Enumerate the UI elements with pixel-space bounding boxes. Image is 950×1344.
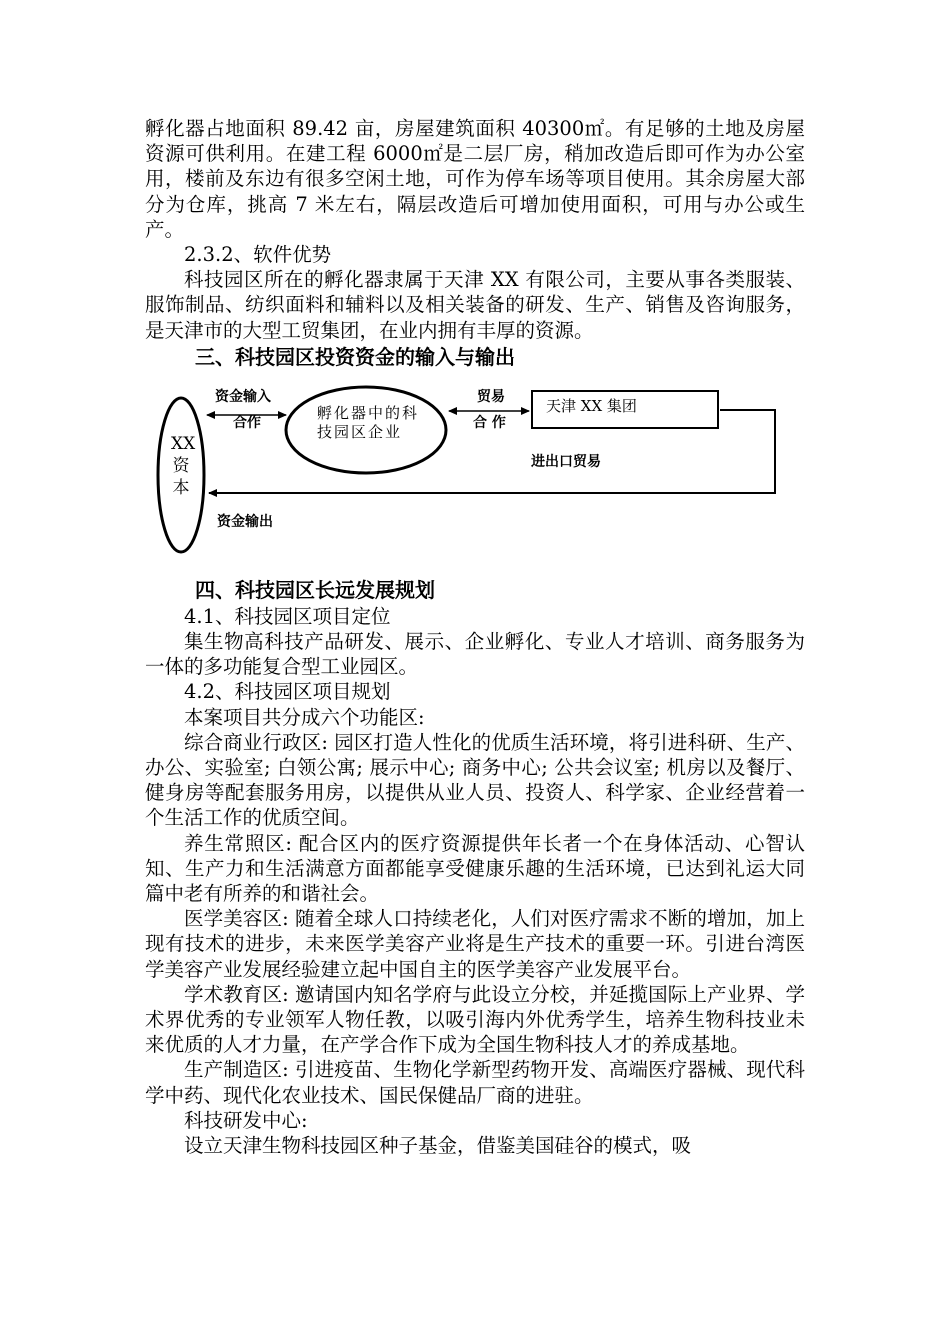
incubator-ellipse-text: 孵化器中的科技园区企业 <box>317 403 420 441</box>
paragraph: 设立天津生物科技园区种子基金，借鉴美国硅谷的模式，吸 <box>184 1134 692 1158</box>
paragraph: 集生物高科技产品研发、展示、企业孵化、专业人才培训、商务服务为一体的多功能复合型工业园区。 <box>145 630 805 679</box>
label-fund-input: 资金输入 <box>215 388 271 405</box>
paragraph: 学术教育区: 邀请国内知名学府与此设立分校，并延揽国际上产业界、学术界优秀的专业领军人物任教，以吸引海内外优秀学生，培养生物科技业未来优质的人才力量，在产学合作下成为全国生物科技人才的养成基地。 <box>145 982 805 1057</box>
label-trade: 贸易 <box>477 388 505 405</box>
capital-text: XX资本 <box>171 433 196 498</box>
label-cooperation-1: 合作 <box>233 414 261 431</box>
paragraph: 科技研发中心: <box>184 1108 308 1132</box>
paragraph: 4.2、科技园区项目规划 <box>184 680 391 704</box>
top-paragraphs <box>145 116 805 343</box>
label-import-export: 进出口贸易 <box>531 453 601 470</box>
group-box-text: 天津 XX 集团 <box>546 396 637 415</box>
paragraph: 科技园区所在的孵化器隶属于天津 XX 有限公司，主要从事各类服装、服饰制品、纺织面料和辅料以及相关装备的研发、生产、销售及咨询服务，是天津市的大型工贸集团，在业内拥有丰厚的资源。 <box>145 268 805 342</box>
document-page <box>145 116 805 1158</box>
fund-flow-diagram <box>145 375 805 570</box>
paragraph: 孵化器占地面积 89.42 亩，房屋建筑面积 40300㎡。有足够的土地及房屋资源可供利用。在建工程 6000㎡是二层厂房，稍加改造后即可作为办公室用，楼前及东边有很多空闲土地，可作为停车场等项目使用。其余房屋大部分为仓库，挑高 7 米左右，隔层改造后可增加使用面积，可用与办公或生产。 <box>145 117 805 241</box>
bottom-paragraphs <box>145 604 805 1158</box>
paragraph: 2.3.2、软件优势 <box>184 243 332 267</box>
paragraph: 本案项目共分成六个功能区: <box>184 705 425 729</box>
paragraph: 生产制造区: 引进疫苗、生物化学新型药物开发、高端医疗器械、现代科学中药、现代化农业技术、国民保健品厂商的进驻。 <box>145 1058 805 1107</box>
section-heading-4: 四、科技园区长远发展规划 <box>195 577 435 602</box>
paragraph: 养生常照区: 配合区内的医疗资源提供年长者一个在身体活动、心智认知、生产力和生活满意方面都能享受健康乐趣的生活环境，已达到礼运大同篇中老有所养的和谐社会。 <box>145 831 805 906</box>
paragraph: 4.1、科技园区项目定位 <box>184 604 391 628</box>
paragraph: 医学美容区: 随着全球人口持续老化，人们对医疗需求不断的增加，加上现有技术的进步，未来医学美容产业将是生产技术的重要一环。引进台湾医学美容产业发展经验建立起中国自主的医学美容产业发展平台。 <box>145 907 805 981</box>
label-fund-output: 资金输出 <box>217 513 273 530</box>
label-cooperation-2: 合 作 <box>473 414 506 431</box>
section-heading-3: 三、科技园区投资资金的输入与输出 <box>195 344 515 369</box>
paragraph: 综合商业行政区: 园区打造人性化的优质生活环境，将引进科研、生产、办公、实验室; 白领公寓; 展示中心; 商务中心; 公共会议室; 机房以及餐厅、健身房等配套服务用房，以提供从业人员、投资人、科学家、企业经营着一个生活工作的优质空间。 <box>145 730 805 830</box>
